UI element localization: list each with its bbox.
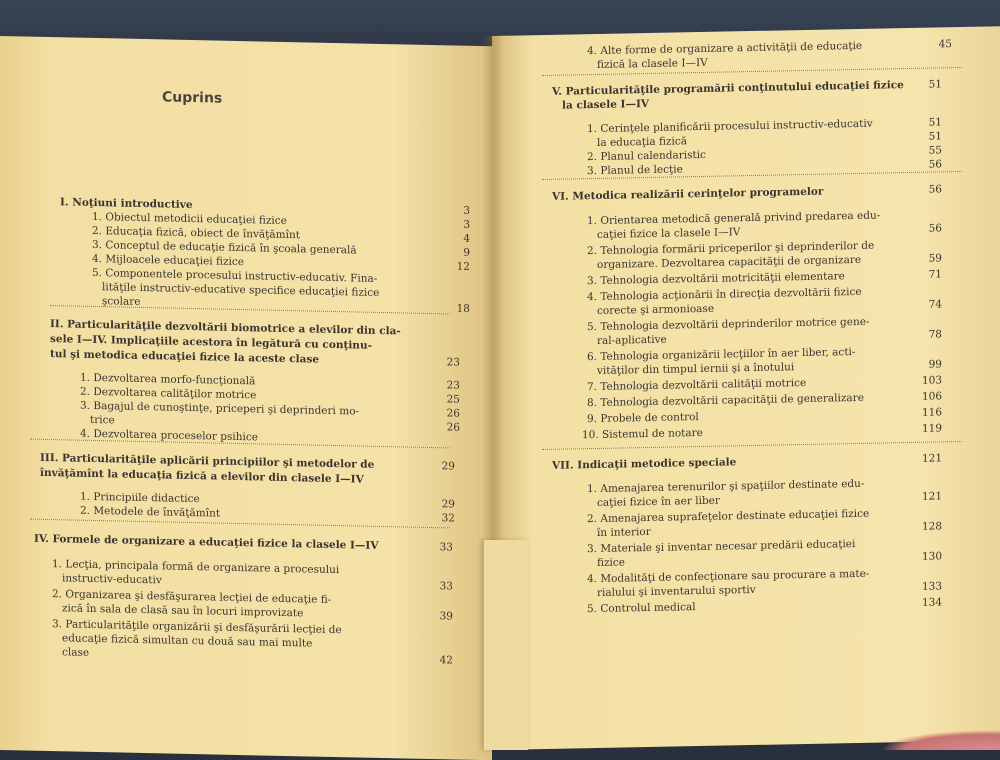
toc-entry: 1. Dezvoltarea morfo-funcţională	[80, 371, 256, 388]
right-page	[492, 26, 1000, 750]
section-divider	[50, 305, 450, 314]
toc-entry: organizare. Dezvoltarea capacităţii de organizare	[597, 253, 862, 271]
toc-entry: vităţilor din timpul iernii şi a înotului	[597, 361, 795, 377]
toc-page-number: 42	[439, 654, 453, 667]
toc-entry: educaţie fizică simultan cu două sau mai multe	[62, 632, 313, 650]
toc-entry: 5. Controlul medical	[587, 601, 696, 616]
toc-entry: ral-aplicative	[597, 333, 667, 347]
toc-page-number: 26	[446, 421, 460, 434]
toc-entry: 2. Organizarea şi desfăşurarea lecţiei de educaţie fi-	[52, 588, 332, 606]
toc-page-number: 29	[441, 460, 455, 473]
section-divider	[30, 519, 450, 529]
toc-page-number: 56	[928, 183, 942, 196]
toc-page-number: 119	[921, 422, 942, 435]
toc-entry: învăţămînt la educaţia fizică a elevilor din clasele I—IV	[40, 466, 364, 486]
toc-entry: fizice	[597, 556, 625, 569]
toc-page-number: 18	[456, 302, 470, 315]
toc-entry: caţiei fizice în aer liber	[597, 494, 720, 509]
toc-page-number: 99	[928, 358, 942, 371]
toc-entry: III. Particularităţile aplicării principiilor şi metodelor de	[40, 451, 375, 471]
toc-entry: 8. Tehnologia dezvoltării capacităţii de generalizare	[587, 391, 864, 410]
toc-page-number: 51	[928, 130, 942, 143]
toc-page-number: 133	[921, 580, 942, 593]
toc-page-number: 3	[463, 218, 470, 231]
toc-entry: IV. Formele de organizare a educaţiei fizice la clasele I—IV	[34, 532, 379, 552]
toc-entry: 5. Componentele procesului instructiv-educativ. Fina-	[92, 266, 378, 285]
toc-page-number: 33	[439, 541, 453, 554]
toc-page-number: 59	[928, 252, 942, 265]
toc-entry: sele I—IV. Implicaţiile acestora în legătură cu conţinu-	[50, 333, 372, 352]
toc-page-number: 23	[446, 356, 460, 369]
toc-entry: şcolare	[102, 295, 141, 308]
toc-page-number: 55	[928, 144, 942, 157]
toc-entry: 2. Amenajarea suprafeţelor destinate educaţiei fizice	[587, 507, 870, 526]
toc-entry: zică în sala de clasă sau în locuri improvizate	[62, 602, 304, 620]
toc-page-number: 128	[921, 520, 942, 533]
toc-entry: 3. Bagajul de cunoştinţe, priceperi şi deprinderi mo-	[80, 399, 360, 418]
toc-entry: 3. Tehnologia dezvoltării motricităţii elementare	[587, 270, 845, 288]
toc-entry: lităţile instructiv-educative specifice educaţiei fizice	[102, 281, 380, 299]
toc-entry: 4. Dezvoltarea proceselor psihice	[80, 427, 258, 444]
toc-entry: 4. Tehnologia acţionării în direcţia dezvoltării fizice	[587, 285, 862, 304]
toc-page-number: 130	[921, 550, 942, 563]
toc-entry: I. Noţiuni introductive	[60, 196, 193, 212]
toc-entry: 3. Planul de lecţie	[587, 163, 683, 178]
toc-page-number: 29	[441, 498, 455, 511]
toc-page-number: 106	[921, 390, 942, 403]
toc-entry: 1. Amenajarea terenurilor şi spaţiilor destinate edu-	[587, 477, 865, 496]
left-page	[0, 36, 492, 760]
toc-entry: 1. Lecţia, principala formă de organizare a procesului	[52, 558, 340, 577]
toc-page-number: 45	[938, 38, 952, 51]
toc-entry: 1. Orientarea metodică generală privind predarea edu-	[587, 209, 881, 228]
page-title: Cuprins	[162, 89, 223, 107]
toc-entry: corecte şi armonioase	[597, 302, 715, 317]
toc-page-number: 3	[463, 204, 470, 217]
toc-page-number: 33	[439, 580, 453, 593]
finger	[880, 730, 1000, 750]
toc-entry: 4. Mijloacele educaţiei fizice	[92, 252, 244, 269]
toc-entry: în interior	[597, 525, 651, 539]
toc-page-number: 78	[928, 328, 942, 341]
toc-entry: 7. Tehnologia dezvoltării calităţii motrice	[587, 376, 807, 394]
toc-entry: 1. Principiile didactice	[80, 490, 200, 506]
toc-page-number: 74	[928, 298, 942, 311]
toc-entry: 4. Alte forme de organizare a activităţii de educaţie	[587, 39, 863, 58]
toc-entry: 1. Cerinţele planificării procesului instructiv-educativ	[587, 117, 873, 136]
toc-page-number: 51	[928, 116, 942, 129]
toc-entry: fizică la clasele I—IV	[597, 56, 708, 71]
toc-page-number: 71	[928, 268, 942, 281]
toc-entry: 2. Tehnologia formării priceperilor şi deprinderilor de	[587, 239, 875, 258]
toc-entry: trice	[90, 413, 115, 427]
toc-page-number: 23	[446, 379, 460, 392]
toc-entry: 5. Tehnologia dezvoltării deprinderilor motrice gene-	[587, 315, 870, 334]
toc-entry: V. Particularităţile programării conţinutului educaţiei fizice	[552, 79, 904, 98]
toc-page-number: 134	[921, 596, 942, 609]
toc-page-number: 4	[463, 232, 470, 245]
toc-page-number: 32	[441, 512, 455, 525]
toc-entry: 3. Materiale şi inventar necesar predării educaţiei	[587, 538, 856, 556]
toc-entry: 10. Sistemul de notare	[582, 426, 703, 442]
toc-page-number: 103	[921, 374, 942, 387]
toc-entry: 3. Conceptul de educaţie fizică în şcoala generală	[92, 238, 357, 257]
toc-entry: la educaţia fizică	[597, 135, 688, 149]
toc-page-number: 121	[921, 490, 942, 503]
toc-page-number: 56	[928, 222, 942, 235]
toc-page-number: 25	[446, 393, 460, 406]
toc-entry: rialului şi inventarului sportiv	[597, 583, 756, 599]
toc-page-number: 121	[921, 452, 942, 465]
toc-page-number: 12	[456, 260, 470, 273]
toc-page-number: 56	[928, 158, 942, 171]
toc-entry: 9. Probele de control	[587, 411, 699, 426]
toc-entry: tul şi metodica educaţiei fizice la aceste clase	[50, 348, 320, 366]
toc-page-number: 116	[921, 406, 942, 419]
toc-entry: 2. Educaţia fizică, obiect de învăţămînt	[92, 224, 300, 242]
toc-entry: 6. Tehnologia organizării lecţiilor în aer liber, acti-	[587, 346, 856, 364]
toc-entry: 2. Metodele de învăţămînt	[80, 504, 221, 520]
toc-entry: VII. Indicaţii metodice speciale	[552, 456, 737, 472]
toc-entry: 2. Planul calendaristic	[587, 148, 706, 164]
toc-entry: 3. Particularităţile organizării şi desfăşurării lecţiei de	[52, 618, 342, 637]
toc-entry: caţiei fizice la clasele I—IV	[597, 226, 741, 241]
toc-entry: 2. Dezvoltarea calităţilor motrice	[80, 385, 257, 402]
toc-entry: VI. Metodica realizării cerinţelor programelor	[552, 185, 824, 203]
toc-page-number: 9	[463, 246, 470, 259]
toc-page-number: 39	[439, 610, 453, 623]
toc-page-number: 26	[446, 407, 460, 420]
toc-entry: instructiv-educativ	[62, 572, 162, 587]
toc-entry: 4. Modalităţi de confecţionare sau procurare a mate-	[587, 567, 870, 586]
toc-entry: II. Particularităţile dezvoltării biomotrice a elevilor din cla-	[50, 318, 401, 338]
toc-page-number: 51	[928, 78, 942, 91]
toc-entry: la clasele I—IV	[562, 97, 650, 112]
torn-page-edge	[483, 540, 528, 750]
toc-entry: clase	[62, 646, 90, 659]
toc-entry: 1. Obiectul metodicii educaţiei fizice	[92, 210, 287, 228]
